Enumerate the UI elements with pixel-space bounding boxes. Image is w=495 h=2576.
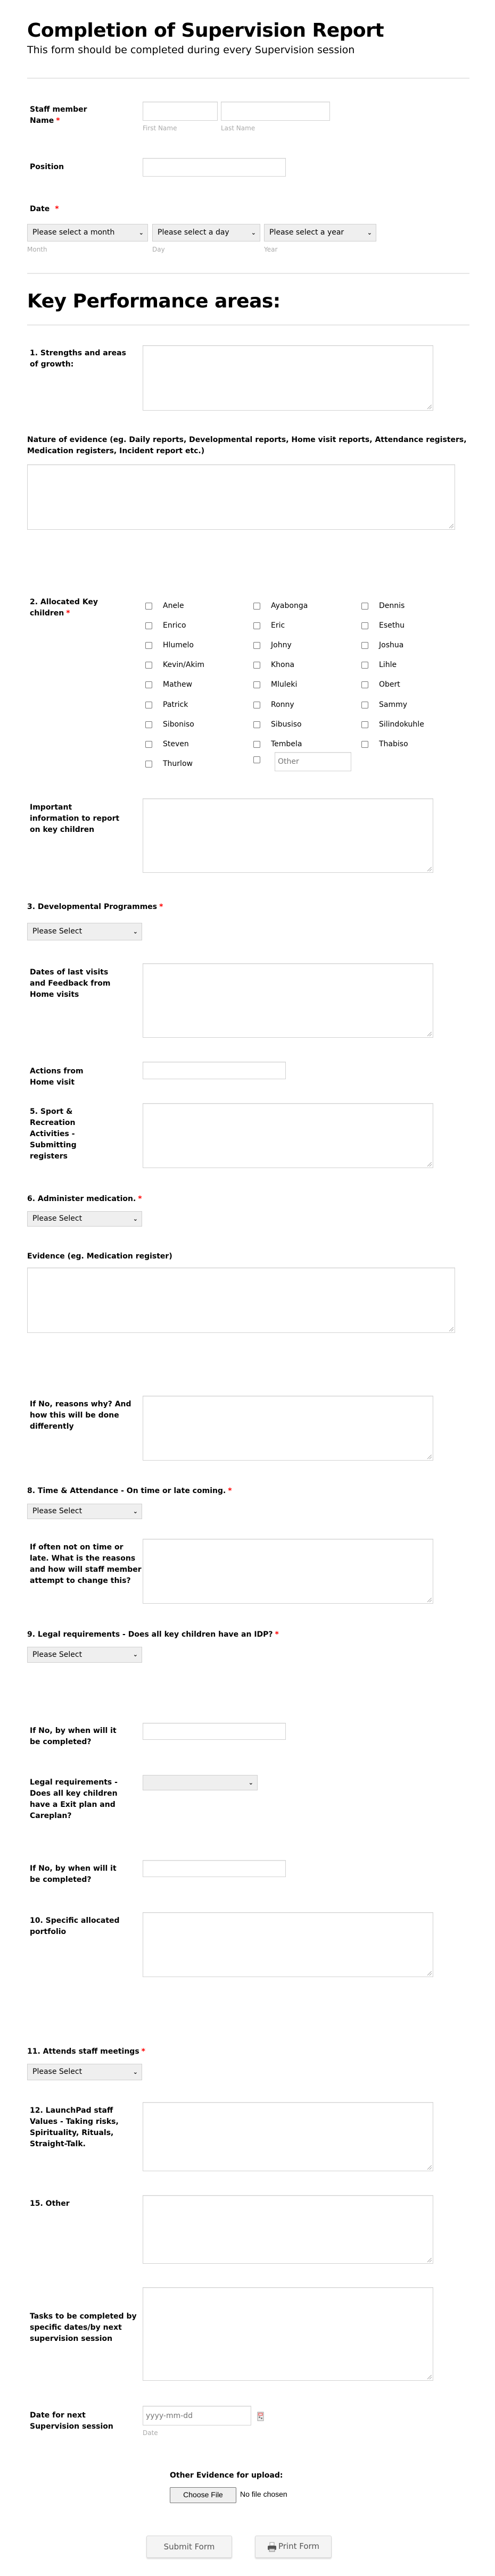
q11-select[interactable] [27,2064,142,2080]
divider [27,324,469,326]
checkbox-mathew[interactable] [145,681,152,688]
q3-label [27,902,163,913]
resize-handle-icon[interactable] [427,1971,432,1975]
chevron-down-icon: ⌄ [367,229,372,236]
chevron-down-icon: ⌄ [248,1779,253,1786]
checkbox-label: Eric [271,621,285,630]
select-value: Please select a month [32,228,115,237]
select-value: Please Select [32,2068,82,2076]
chevron-down-icon: ⌄ [133,1215,138,1222]
date-label [30,204,59,215]
other-input[interactable] [275,752,351,771]
checkbox-thurlow[interactable] [145,761,152,768]
checkbox-dennis[interactable] [361,603,368,610]
late-reasons-textarea[interactable] [143,1539,433,1604]
month-sublabel: Month [27,246,47,253]
checkbox-label: Hlumelo [163,641,194,649]
label-text: 8. Time & Attendance - On time or late coming. [27,1487,226,1495]
q10-textarea[interactable] [143,1912,433,1977]
day-select[interactable] [152,224,260,241]
nature-evidence-label: Nature of evidence (eg. Daily reports, Developmental reports, Home visit reports, Attendance registers, Medication registers, Incident report etc.) [27,436,467,455]
checkbox-siboniso[interactable] [145,721,152,728]
first-name-sublabel: First Name [143,124,177,132]
resize-handle-icon[interactable] [427,2375,432,2379]
required-mark: * [275,1630,279,1639]
first-name-input[interactable] [143,102,218,121]
printer-icon [267,2541,277,2552]
chevron-down-icon: ⌄ [251,229,256,236]
q9-label [27,1629,279,1640]
position-label: Position [30,163,64,171]
checkbox-label: Siboniso [163,720,194,729]
checkbox-label: Sibusiso [271,720,302,729]
calendar-icon[interactable] [256,2412,266,2421]
resize-handle-icon[interactable] [449,1327,453,1331]
required-mark: * [138,1195,142,1203]
label-text: Date [30,205,50,213]
checkbox-hlumelo[interactable] [145,642,152,649]
nature-evidence-textarea[interactable] [27,464,455,530]
checkbox-label: Thurlow [163,760,193,768]
resize-handle-icon[interactable] [427,2258,432,2262]
idp-when-input[interactable] [143,1723,286,1740]
resize-handle-icon[interactable] [427,405,432,409]
checkbox-label: Dennis [379,602,405,610]
form-subtitle: This form should be completed during every Supervision session [27,44,355,56]
q8-select[interactable] [27,1504,142,1519]
label-text: Staff member [30,105,87,114]
submit-button[interactable]: Submit Form [146,2536,232,2558]
checkbox-label: Johny [271,641,292,649]
label-text: Name [30,116,54,125]
checkbox-eric[interactable] [253,622,260,629]
required-mark: * [228,1487,232,1495]
exit-when-label: If No, by when will it be completed? [30,1864,117,1884]
resize-handle-icon[interactable] [427,1598,432,1602]
staff-name-label [30,104,142,127]
q5-label: 5. Sport & Recreation Activities - Submitting registers [30,1107,77,1161]
chevron-down-icon: ⌄ [133,1508,138,1515]
tasks-textarea[interactable] [143,2287,433,2381]
important-info-textarea[interactable] [143,798,433,873]
resize-handle-icon[interactable] [427,1032,432,1036]
select-value: Please Select [32,1214,82,1223]
checkbox-label: Mluleki [271,680,298,689]
checkbox-sibusiso[interactable] [253,721,260,728]
q2-label [30,597,134,619]
last-name-input[interactable] [221,102,330,121]
checkbox-label: Mathew [163,680,193,689]
q6-select[interactable] [27,1211,142,1227]
checkbox-label: Kevin/Akim [163,661,205,669]
next-date-input[interactable] [143,2406,251,2425]
checkbox-label: Silindokuhle [379,720,424,729]
section-heading: Key Performance areas: [27,290,280,312]
checkbox-silindokuhle[interactable] [361,721,368,728]
required-mark: * [141,2047,145,2056]
checkbox-obert[interactable] [361,681,368,688]
actions-home-visit-input[interactable] [143,1062,286,1079]
required-mark: * [66,609,70,618]
q10-label: 10. Specific allocated portfolio [30,1916,120,1936]
resize-handle-icon[interactable] [427,2165,432,2170]
choose-file-button[interactable]: Choose File [170,2487,236,2503]
day-sublabel: Day [152,246,165,253]
checkbox-label: Joshua [379,641,404,649]
q15-label: 15. Other [30,2199,70,2208]
label-text: 6. Administer medication. [27,1195,136,1203]
checkbox-label: Thabiso [379,740,408,748]
select-value: Please Select [32,1507,82,1515]
q5-textarea[interactable] [143,1103,433,1168]
if-no-reasons-textarea[interactable] [143,1396,433,1461]
checkbox-label: Esethu [379,621,405,630]
checkbox-thabiso[interactable] [361,741,368,748]
checkbox-label: Anele [163,602,184,610]
tasks-label: Tasks to be completed by specific dates/by next supervision session [30,2312,137,2343]
select-value: Please Select [32,1650,82,1659]
label-text: 9. Legal requirements - Does all key children have an IDP? [27,1630,273,1639]
print-button[interactable] [255,2536,332,2558]
divider [27,273,469,274]
exit-plan-select[interactable] [143,1775,258,1790]
exit-plan-label: Legal requirements - Does all key children have a Exit plan and Careplan? [30,1778,118,1820]
chevron-down-icon: ⌄ [133,1651,138,1658]
checkbox-anele[interactable] [145,603,152,610]
checkbox-joshua[interactable] [361,642,368,649]
actions-home-visit-label: Actions from Home visit [30,1067,84,1087]
evidence-medication-label: Evidence (eg. Medication register) [27,1252,172,1261]
label-text: 2. Allocated Key children [30,598,98,618]
q6-label [27,1194,142,1205]
q9-select[interactable] [27,1647,142,1663]
select-value: Please select a year [269,228,344,237]
upload-label: Other Evidence for upload: [170,2471,283,2480]
q1-textarea[interactable] [143,345,433,411]
checkbox-patrick[interactable] [145,702,152,708]
q1-label: 1. Strengths and areas of growth: [30,349,126,369]
if-no-reasons-label: If No, reasons why? And how this will be done differently [30,1400,131,1431]
required-mark: * [56,116,60,125]
checkbox-mluleki[interactable] [253,681,260,688]
resize-handle-icon[interactable] [427,867,432,871]
position-input[interactable] [143,158,286,177]
exit-when-input[interactable] [143,1860,286,1877]
checkbox-label: Steven [163,740,189,748]
checkbox-label: Ronny [271,701,294,709]
label-text: 3. Developmental Programmes [27,903,158,911]
dates-last-visits-label: Dates of last visits and Feedback from Home visits [30,968,111,999]
select-value: Please Select [32,927,82,936]
resize-handle-icon[interactable] [427,1455,432,1459]
checkbox-lihle[interactable] [361,662,368,669]
year-select[interactable] [264,224,376,241]
q12-label: 12. LaunchPad staff Values - Taking risks, Spirituality, Rituals, Straight-Talk. [30,2106,119,2148]
checkbox-steven[interactable] [145,741,152,748]
checkbox-sammy[interactable] [361,702,368,708]
form-title: Completion of Supervision Report [27,20,384,41]
resize-handle-icon[interactable] [449,524,453,528]
q3-select[interactable] [27,923,142,940]
checkbox-label: Khona [271,661,295,669]
next-date-sublabel: Date [143,2429,158,2437]
divider [27,78,469,79]
evidence-medication-textarea[interactable] [27,1268,455,1333]
checkbox-enrico[interactable] [145,622,152,629]
last-name-sublabel: Last Name [221,124,255,132]
q11-label [27,2046,145,2057]
checkbox-kevin-akim[interactable] [145,662,152,669]
select-value: Please select a day [158,228,229,237]
checkbox-johny[interactable] [253,642,260,649]
important-info-label: Important information to report on key children [30,803,120,834]
checkbox-label: Sammy [379,701,408,709]
checkbox-esethu[interactable] [361,622,368,629]
file-status: No file chosen [240,2490,287,2498]
q8-label [27,1486,232,1497]
year-sublabel: Year [264,246,278,253]
checkbox-tembela[interactable] [253,741,260,748]
checkbox-label: Tembela [271,740,302,748]
other-checkbox[interactable] [253,756,260,763]
next-date-label: Date for next Supervision session [30,2411,113,2431]
checkbox-ayabonga[interactable] [253,603,260,610]
resize-handle-icon[interactable] [427,1162,432,1166]
checkbox-label: Patrick [163,701,188,709]
checkbox-label: Obert [379,680,400,689]
q12-textarea[interactable] [143,2102,433,2171]
print-label: Print Form [278,2541,320,2551]
late-reasons-label: If often not on time or late. What is the reasons and how will staff member attempt to change this? [30,1543,142,1585]
month-select[interactable] [27,224,148,241]
checkbox-label: Lihle [379,661,397,669]
checkbox-khona[interactable] [253,662,260,669]
checkbox-ronny[interactable] [253,702,260,708]
q15-textarea[interactable] [143,2195,433,2264]
required-mark: * [55,205,59,213]
checkbox-label: Enrico [163,621,186,630]
idp-when-label: If No, by when will it be completed? [30,1727,117,1746]
chevron-down-icon: ⌄ [133,2069,138,2075]
required-mark: * [159,903,163,911]
label-text: 11. Attends staff meetings [27,2047,139,2056]
checkbox-label: Ayabonga [271,602,308,610]
chevron-down-icon: ⌄ [138,229,144,236]
chevron-down-icon: ⌄ [133,928,138,935]
dates-last-visits-textarea[interactable] [143,963,433,1038]
